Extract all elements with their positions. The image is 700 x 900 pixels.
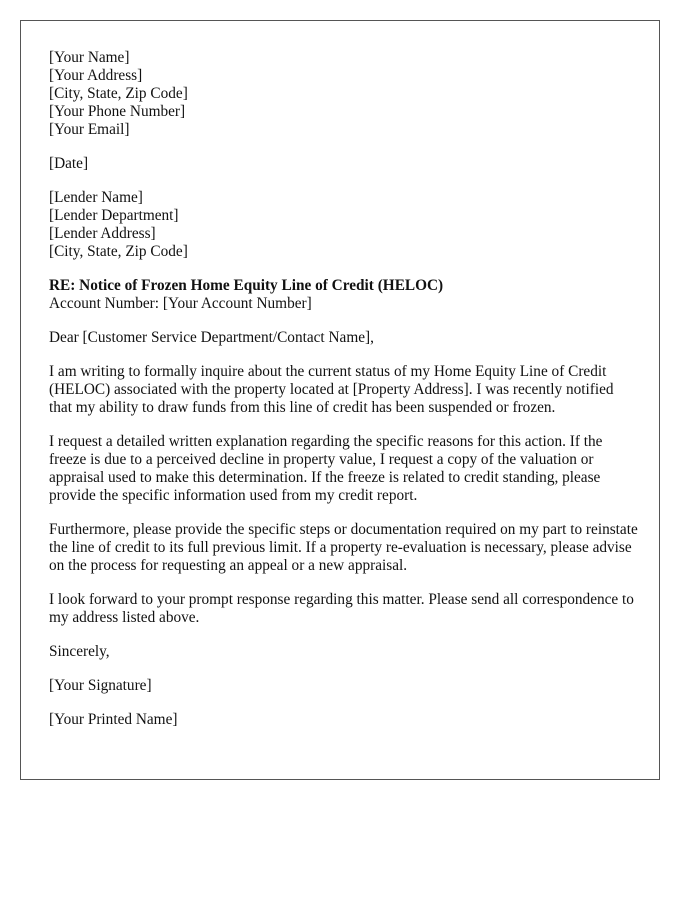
subject-block xyxy=(49,277,639,313)
recipient-block xyxy=(49,189,639,261)
recipient-address: [Lender Address] xyxy=(49,225,156,242)
signature-placeholder: [Your Signature] xyxy=(49,677,152,694)
account-number-line: Account Number: [Your Account Number] xyxy=(49,295,312,312)
letter-content xyxy=(49,49,639,745)
sender-city-state-zip: [City, State, Zip Code] xyxy=(49,85,188,102)
body-paragraph-2: I request a detailed written explanation regarding the specific reasons for this action. If the freeze is due to a perceived decline in property value, I request a copy of the valuation or appraisal used to make this determination. If the freeze is related to credit standing, please provide the specific information used from my credit report. xyxy=(49,433,603,504)
printed-name: [Your Printed Name] xyxy=(49,711,178,728)
recipient-department: [Lender Department] xyxy=(49,207,179,224)
subject-re-line: RE: Notice of Frozen Home Equity Line of Credit (HELOC) xyxy=(49,277,444,294)
body-paragraph-3: Furthermore, please provide the specific steps or documentation required on my part to reinstate the line of credit to its full previous limit. If a property re-evaluation is necessary, please advise on the process for requesting an appeal or a new appraisal. xyxy=(49,521,638,574)
sender-address: [Your Address] xyxy=(49,67,143,84)
letter-page xyxy=(20,20,660,780)
recipient-name: [Lender Name] xyxy=(49,189,143,206)
recipient-city-state-zip: [City, State, Zip Code] xyxy=(49,243,188,260)
sender-phone: [Your Phone Number] xyxy=(49,103,186,120)
date-block xyxy=(49,155,639,173)
body-paragraph-4: I look forward to your prompt response regarding this matter. Please send all correspondence to my address listed above. xyxy=(49,591,634,626)
sender-block xyxy=(49,49,639,139)
salutation: Dear [Customer Service Department/Contact Name], xyxy=(49,329,374,346)
sender-name: [Your Name] xyxy=(49,49,130,66)
body-paragraph-1: I am writing to formally inquire about the current status of my Home Equity Line of Credit (HELOC) associated with the property located at [Property Address]. I was recently notified that my ability to draw funds from this line of credit has been suspended or frozen. xyxy=(49,363,614,416)
letter-date: [Date] xyxy=(49,155,89,172)
sender-email: [Your Email] xyxy=(49,121,130,138)
closing: Sincerely, xyxy=(49,643,110,660)
